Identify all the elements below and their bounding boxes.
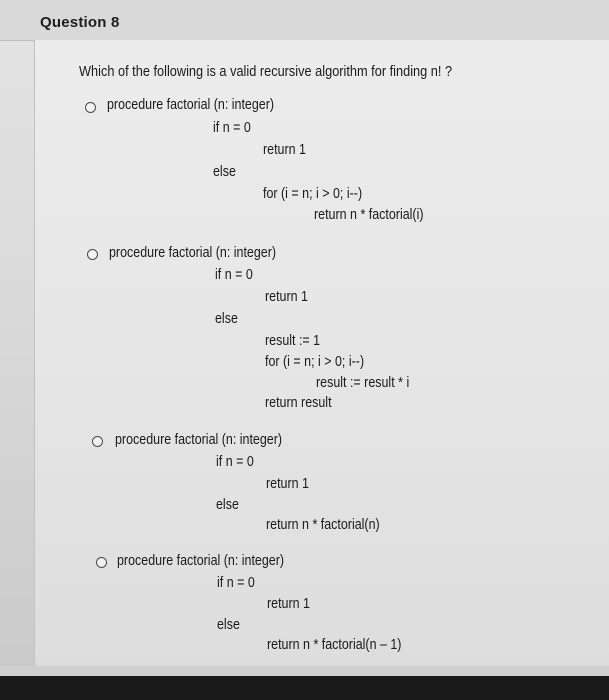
- radio-button[interactable]: [96, 557, 107, 568]
- option-1-line-6: return n * factorial(i): [314, 207, 424, 223]
- option-2-line-6: for (i = n; i > 0; i--): [265, 354, 365, 370]
- question-prompt: Which of the following is a valid recursive algorithm for finding n! ?: [79, 64, 453, 80]
- screen-bezel: [0, 676, 609, 700]
- option-1-line-2: if n = 0: [213, 120, 251, 136]
- option-2-line-7: result := result * i: [316, 375, 410, 391]
- option-2-line-3: return 1: [265, 289, 308, 305]
- radio-button[interactable]: [92, 436, 103, 447]
- option-3-line-3: return 1: [266, 476, 309, 492]
- option-4-line-1: procedure factorial (n: integer): [117, 553, 285, 569]
- option-1-line-4: else: [213, 164, 236, 180]
- option-4-line-3: return 1: [267, 596, 310, 612]
- option-4-line-5: return n * factorial(n – 1): [267, 637, 402, 653]
- option-2-line-1: procedure factorial (n: integer): [109, 245, 277, 261]
- option-2-line-4: else: [215, 311, 238, 327]
- option-3-line-2: if n = 0: [216, 454, 254, 470]
- radio-button[interactable]: [87, 249, 98, 260]
- question-header: [0, 0, 609, 41]
- option-2-line-5: result := 1: [265, 333, 321, 349]
- radio-button[interactable]: [85, 102, 96, 113]
- option-4-line-2: if n = 0: [217, 575, 255, 591]
- question-title: Question 8: [40, 14, 120, 31]
- option-1-line-5: for (i = n; i > 0; i--): [263, 186, 363, 202]
- option-3-line-1: procedure factorial (n: integer): [115, 432, 283, 448]
- option-2-line-2: if n = 0: [215, 267, 253, 283]
- option-4-line-4: else: [217, 617, 240, 633]
- option-3-line-5: return n * factorial(n): [266, 517, 380, 533]
- option-2-line-8: return result: [265, 395, 332, 411]
- option-1-line-1: procedure factorial (n: integer): [107, 97, 275, 113]
- page-bottom-edge: [0, 666, 609, 676]
- option-1-line-3: return 1: [263, 142, 306, 158]
- option-3-line-4: else: [216, 497, 239, 513]
